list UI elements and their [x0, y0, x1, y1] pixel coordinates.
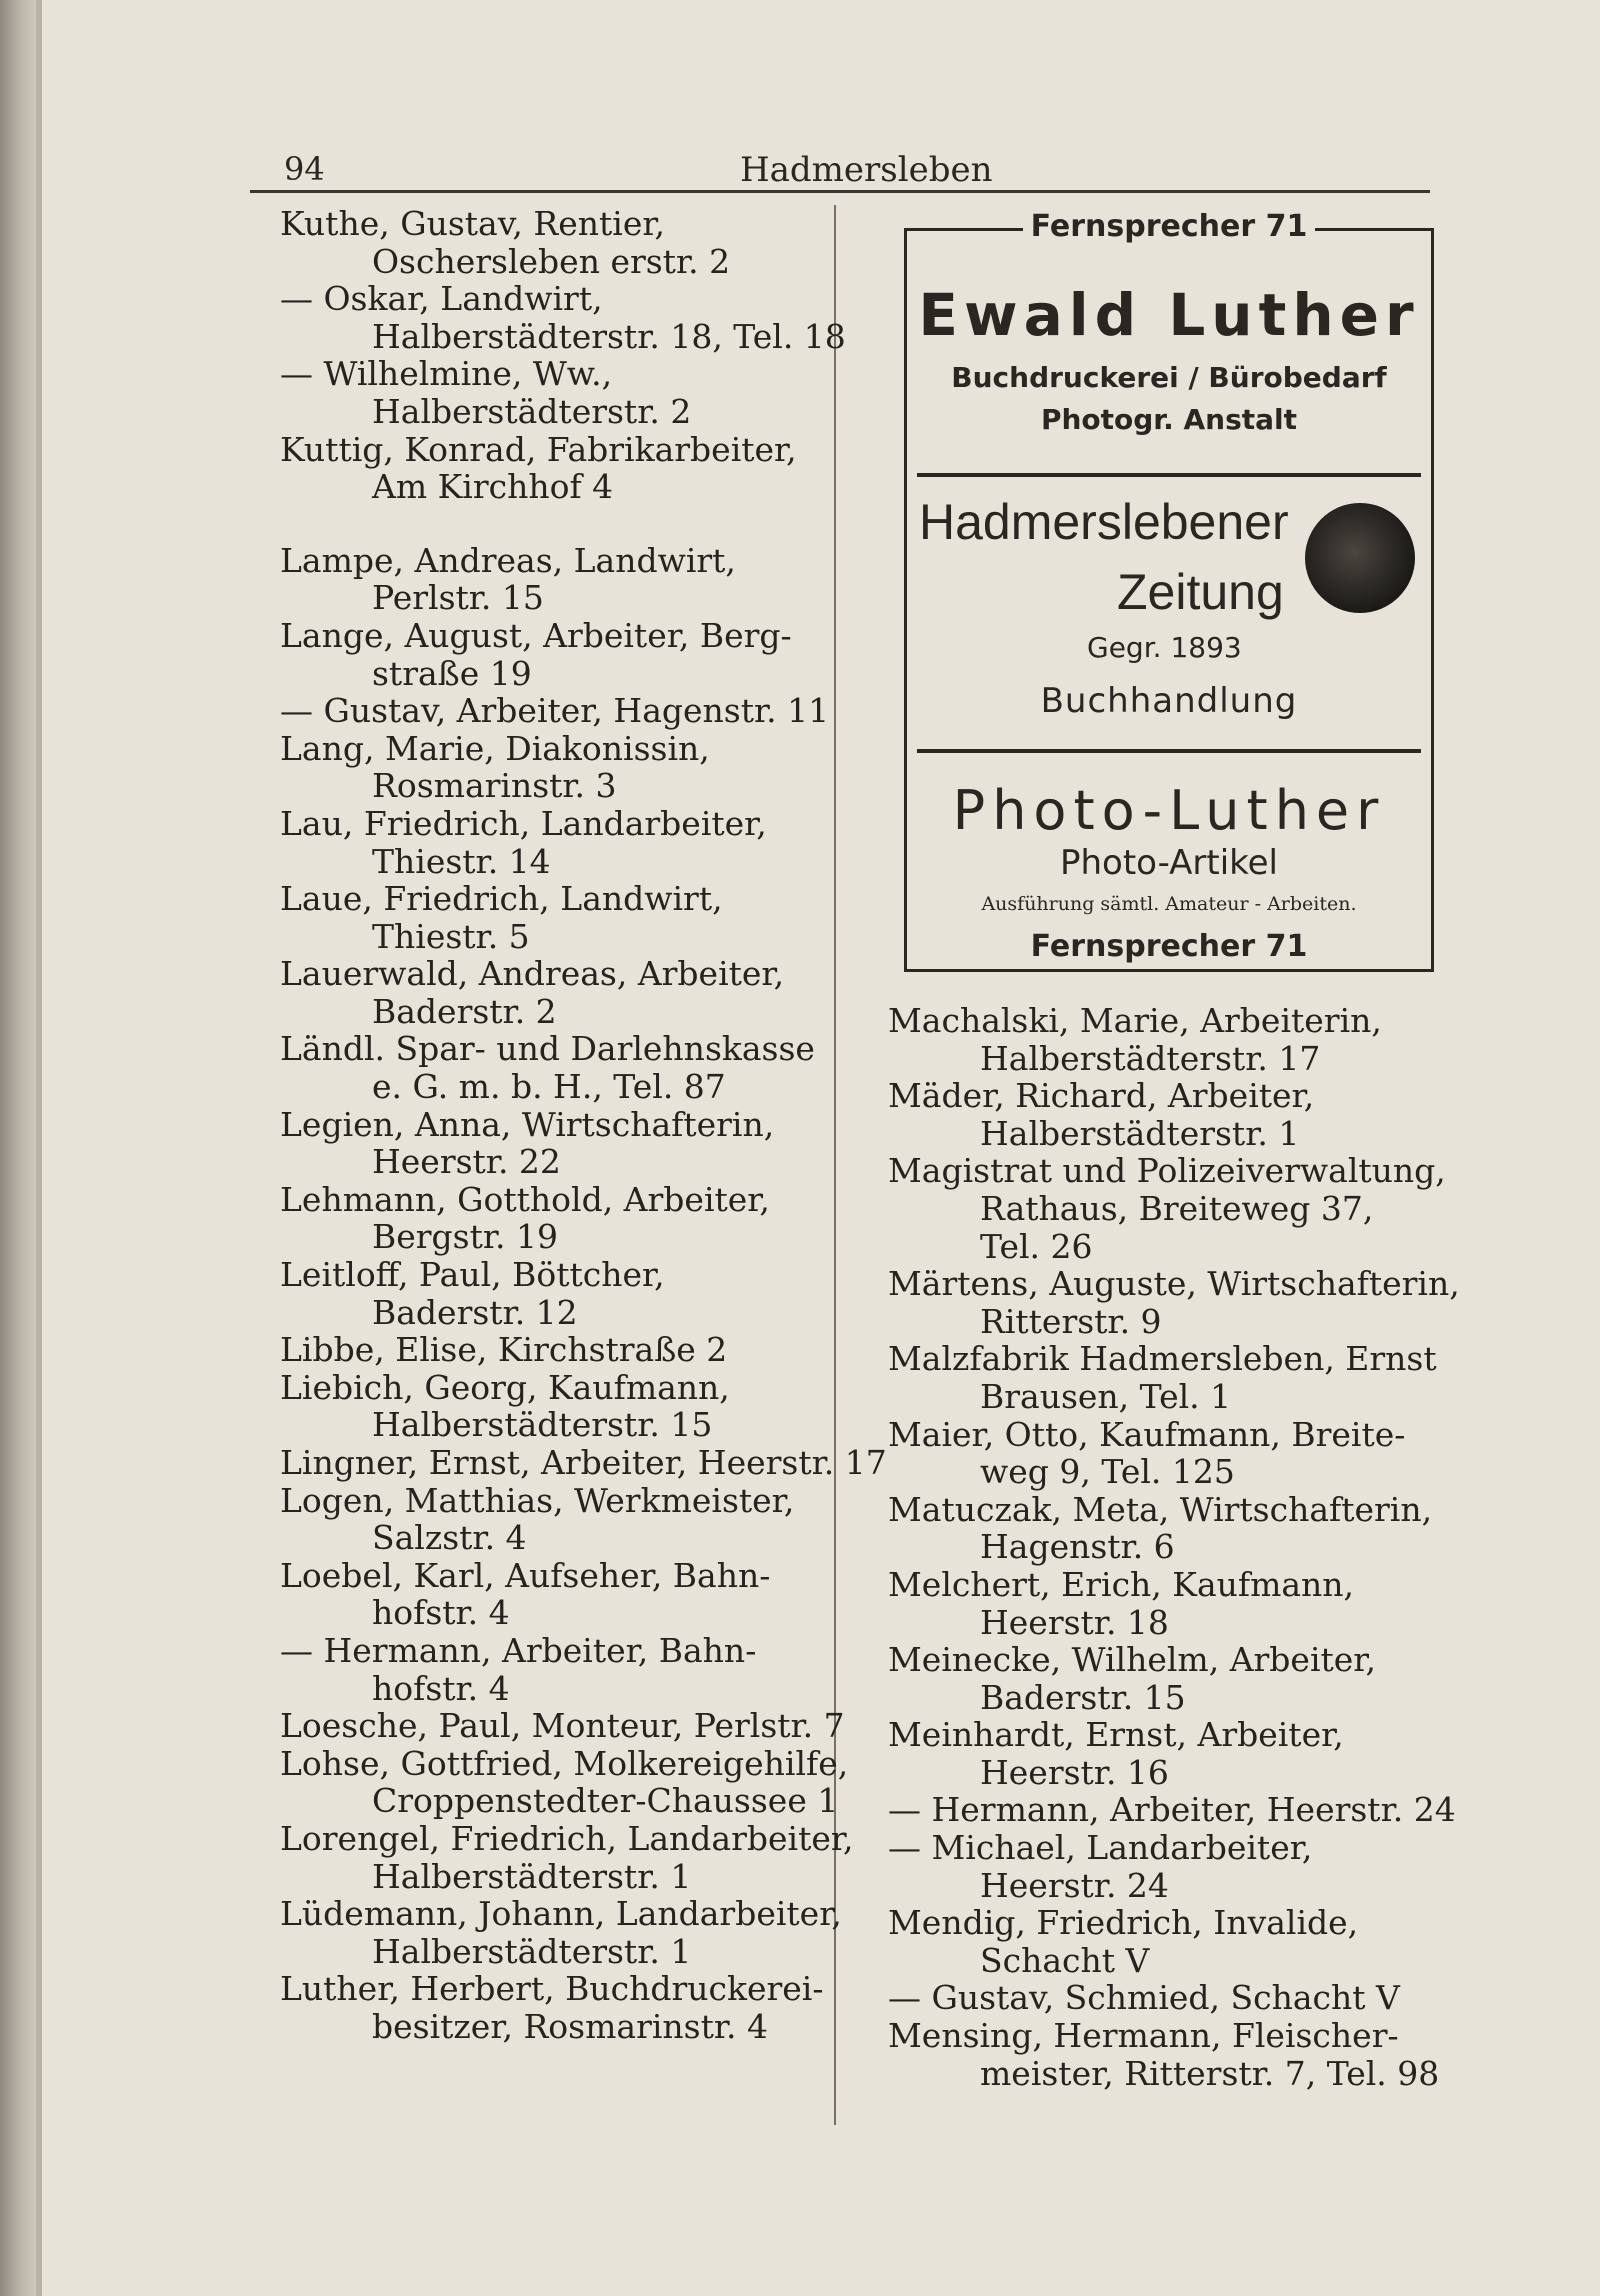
entry-continuation: Halberstädterstr. 1	[372, 1931, 692, 1971]
entry-continuation: Halberstädterstr. 15	[372, 1405, 713, 1445]
entry-continuation: Halberstädterstr. 17	[980, 1038, 1321, 1078]
directory-entry	[280, 1331, 815, 1369]
entry-continuation: Heerstr. 16	[980, 1752, 1169, 1792]
entry-line: Meinhardt, Ernst, Arbeiter,	[888, 1715, 1344, 1755]
directory-entry	[280, 1482, 815, 1557]
entry-line: — Wilhelmine, Ww.,	[280, 354, 613, 394]
directory-entry	[280, 1369, 815, 1444]
entry-line: Libbe, Elise, Kirchstraße 2	[280, 1330, 728, 1370]
entry-line: Maier, Otto, Kaufmann, Breite-	[888, 1414, 1406, 1454]
newspaper-emblem-icon	[1305, 503, 1415, 613]
directory-entry	[280, 1256, 815, 1331]
entry-line: Malzfabrik Hadmersleben, Ernst	[888, 1339, 1437, 1379]
entry-line: Mäder, Richard, Arbeiter,	[888, 1076, 1315, 1116]
entry-continuation: Croppenstedter-Chaussee 1	[372, 1781, 839, 1821]
entry-line: Legien, Anna, Wirtschafterin,	[280, 1104, 775, 1144]
entry-line: Loesche, Paul, Monteur, Perlstr. 7	[280, 1706, 845, 1746]
ad-photo-services: Ausführung sämtl. Amateur - Arbeiten.	[981, 893, 1357, 915]
entry-line: Lampe, Andreas, Landwirt,	[280, 540, 736, 580]
entry-continuation: Oschersleben erstr. 2	[372, 241, 731, 281]
directory-entry	[280, 880, 815, 955]
entry-continuation: straße 19	[372, 653, 532, 693]
directory-entry	[888, 1416, 1428, 1491]
entry-continuation: Bergstr. 19	[372, 1217, 558, 1257]
ad-newspaper-subtitle: Zeitung	[1117, 564, 1284, 620]
entry-continuation: hofstr. 4	[372, 1668, 510, 1708]
entry-continuation: Halberstädterstr. 2	[372, 391, 692, 431]
directory-entry	[888, 1077, 1428, 1152]
entry-continuation: Thiestr. 14	[372, 841, 551, 881]
directory-entry	[280, 617, 815, 692]
entry-line: Lang, Marie, Diakonissin,	[280, 728, 710, 768]
left-column	[280, 204, 887, 2046]
entry-line: Leitloff, Paul, Böttcher,	[280, 1255, 665, 1295]
entry-line: — Gustav, Arbeiter, Hagenstr. 11	[280, 691, 830, 731]
directory-entry	[280, 1818, 854, 1896]
directory-entry	[888, 1002, 1428, 1077]
entry-line: — Hermann, Arbeiter, Heerstr. 24	[888, 1790, 1456, 1830]
ad-bookshop: Buchhandlung	[1040, 681, 1298, 721]
directory-entry	[888, 1489, 1433, 1567]
entry-line: Lorengel, Friedrich, Landarbeiter,	[280, 1818, 854, 1858]
entry-line: — Hermann, Arbeiter, Bahn-	[280, 1630, 757, 1670]
entry-line: Magistrat und Polizeiverwaltung,	[888, 1151, 1446, 1191]
entry-line: Lauerwald, Andreas, Arbeiter,	[280, 954, 785, 994]
directory-entry	[280, 955, 815, 1030]
directory-entry	[280, 431, 815, 506]
entry-line: Mensing, Hermann, Fleischer-	[888, 2016, 1399, 2056]
entry-line: Loebel, Karl, Aufseher, Bahn-	[280, 1555, 771, 1595]
directory-entry	[280, 1894, 842, 1971]
directory-entry	[888, 1641, 1428, 1716]
entry-line: — Michael, Landarbeiter,	[888, 1828, 1313, 1868]
entry-line: Ländl. Spar- und Darlehnskasse	[280, 1029, 815, 1069]
entry-continuation: Hagenstr. 6	[980, 1527, 1175, 1567]
entry-continuation: hofstr. 4	[372, 1593, 510, 1633]
book-spine	[0, 0, 36, 2296]
directory-entry	[280, 279, 846, 356]
entry-line: Melchert, Erich, Kaufmann,	[888, 1564, 1355, 1604]
entry-continuation: Schacht V	[980, 1940, 1150, 1980]
ad-studio: Photogr. Anstalt	[1040, 403, 1298, 436]
entry-continuation: Baderstr. 15	[980, 1677, 1186, 1717]
entry-line: Lüdemann, Johann, Landarbeiter,	[280, 1894, 842, 1934]
entry-line: Lau, Friedrich, Landarbeiter,	[280, 803, 767, 843]
ad-photo-brand: Photo-Luther	[952, 779, 1386, 842]
directory-entry	[280, 1743, 849, 1821]
entry-continuation: meister, Ritterstr. 7, Tel. 98	[980, 2053, 1440, 2093]
entry-continuation: Halberstädterstr. 18, Tel. 18	[372, 316, 846, 356]
entry-line: — Gustav, Schmied, Schacht V	[888, 1978, 1400, 2018]
entry-continuation: Baderstr. 2	[372, 991, 557, 1031]
entry-continuation: Baderstr. 12	[372, 1292, 578, 1332]
entry-line: Matuczak, Meta, Wirtschafterin,	[888, 1489, 1433, 1529]
entry-continuation: weg 9, Tel. 125	[980, 1452, 1235, 1492]
entry-continuation: Heerstr. 24	[980, 1865, 1169, 1905]
entry-line: Laue, Friedrich, Landwirt,	[280, 879, 723, 919]
entry-line: Kuttig, Konrad, Fabrikarbeiter,	[280, 429, 797, 469]
directory-entry	[888, 1790, 1456, 1830]
directory-entry	[888, 1979, 1428, 2017]
entry-continuation: Heerstr. 22	[372, 1142, 561, 1182]
directory-entry	[280, 730, 815, 805]
directory-entry	[280, 1106, 815, 1181]
directory-entry	[888, 1566, 1428, 1641]
entry-line: Lingner, Ernst, Arbeiter, Heerstr. 17	[280, 1443, 887, 1482]
ad-phone-top: Fernsprecher 71	[907, 209, 1431, 245]
entry-continuation: Perlstr. 15	[372, 578, 544, 618]
directory-entry	[888, 1904, 1428, 1979]
entry-line: Machalski, Marie, Arbeiterin,	[888, 1001, 1382, 1040]
ad-newspaper-title: Hadmerslebener	[919, 494, 1289, 550]
directory-entry	[888, 1829, 1428, 1904]
directory-entry	[280, 205, 815, 280]
entry-continuation: Rosmarinstr. 3	[372, 766, 617, 806]
entry-continuation: besitzer, Rosmarinstr. 4	[372, 2006, 768, 2046]
entry-line: Logen, Matthias, Werkmeister,	[280, 1480, 795, 1520]
entry-continuation: Am Kirchhof 4	[372, 467, 614, 507]
entry-continuation: e. G. m. b. H., Tel. 87	[372, 1067, 726, 1107]
directory-entry	[888, 1264, 1460, 1341]
directory-entry	[888, 1716, 1428, 1791]
entry-line: Lohse, Gottfried, Molkereigehilfe,	[280, 1743, 849, 1783]
directory-entry	[280, 1632, 815, 1707]
directory-entry	[280, 1969, 824, 2046]
entry-continuation: Halberstädterstr. 1	[980, 1113, 1300, 1153]
ad-founded: Gegr. 1893	[1087, 631, 1242, 664]
entry-line: Meinecke, Wilhelm, Arbeiter,	[888, 1640, 1376, 1680]
entry-line: Kuthe, Gustav, Rentier,	[280, 204, 666, 243]
entry-line: Mendig, Friedrich, Invalide,	[888, 1903, 1359, 1943]
ad-divider	[917, 749, 1421, 753]
directory-entry	[888, 1228, 1428, 1266]
right-column	[888, 1001, 1460, 2093]
ad-photo-items: Photo-Artikel	[1060, 843, 1278, 883]
entry-line: Lange, August, Arbeiter, Berg-	[280, 615, 792, 655]
ad-trade: Buchdruckerei / Bürobedarf	[951, 361, 1387, 394]
entry-continuation: Ritterstr. 9	[980, 1301, 1162, 1341]
advertisement-box	[904, 209, 1434, 972]
header-rule	[250, 190, 1430, 193]
page-number: 94	[284, 150, 325, 188]
ad-company-name: Ewald Luther	[918, 281, 1420, 349]
directory-entry	[280, 1706, 845, 1746]
directory-entry	[888, 1339, 1437, 1416]
directory-entry	[888, 1151, 1446, 1228]
directory-entry	[280, 1030, 815, 1105]
entry-line: — Oskar, Landwirt,	[280, 279, 603, 319]
directory-entry	[280, 542, 815, 617]
entry-continuation: Salzstr. 4	[372, 1518, 527, 1558]
entry-continuation: Thiestr. 5	[372, 916, 530, 956]
entry-line: Luther, Herbert, Buchdruckerei-	[280, 1969, 824, 2009]
ad-phone-bottom: Fernsprecher 71	[907, 929, 1431, 965]
entry-continuation: Brausen, Tel. 1	[980, 1376, 1232, 1416]
entry-continuation: Rathaus, Breiteweg 37,	[980, 1188, 1374, 1228]
directory-entry	[280, 1181, 815, 1256]
entry-line: Liebich, Georg, Kaufmann,	[280, 1367, 730, 1407]
directory-entry	[280, 691, 830, 731]
entry-continuation: Heerstr. 18	[980, 1602, 1169, 1642]
entry-line: Lehmann, Gotthold, Arbeiter,	[280, 1179, 770, 1219]
entry-continuation: Tel. 26	[980, 1226, 1093, 1266]
directory-entry	[888, 2016, 1440, 2093]
ad-divider	[917, 473, 1421, 477]
running-head: Hadmersleben	[740, 150, 993, 190]
directory-entry	[280, 355, 815, 430]
entry-continuation: Halberstädterstr. 1	[372, 1856, 692, 1896]
directory-entry	[280, 1557, 815, 1632]
directory-entry	[280, 1443, 887, 1482]
directory-entry	[280, 805, 815, 880]
entry-line: Märtens, Auguste, Wirtschafterin,	[888, 1264, 1460, 1304]
